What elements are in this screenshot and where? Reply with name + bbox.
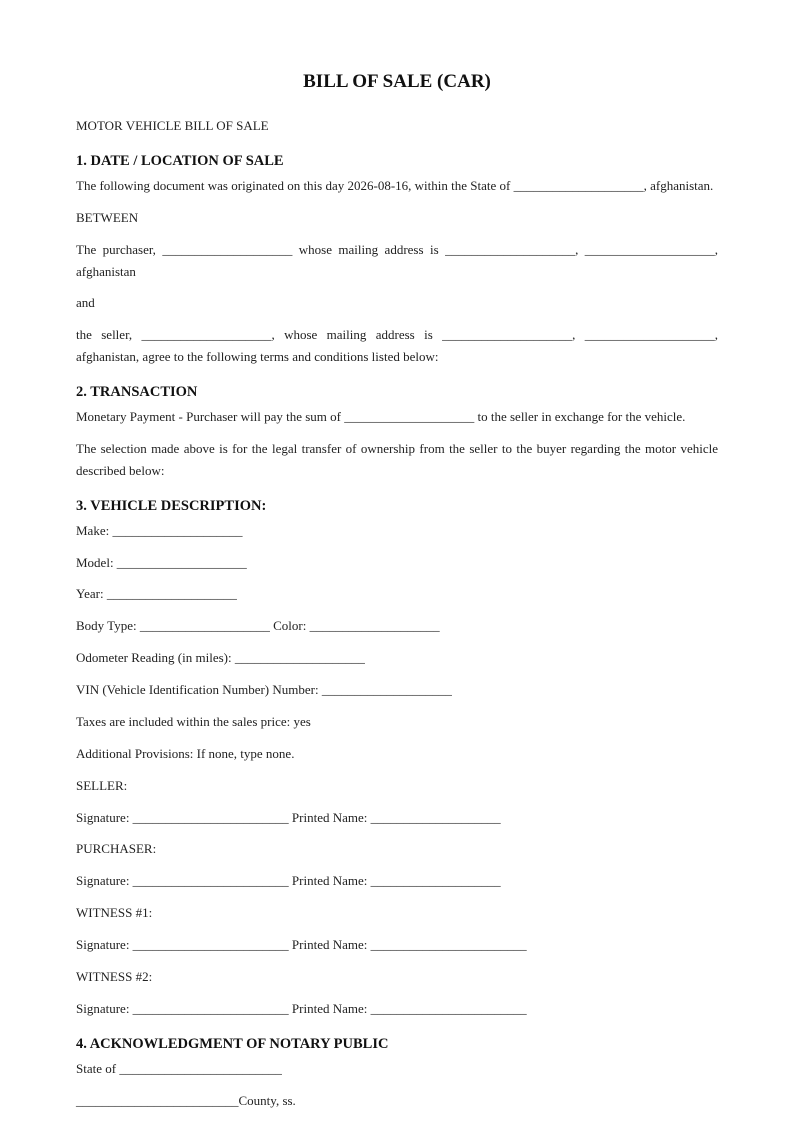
- model-field: Model: ____________________: [76, 555, 247, 570]
- seller-label: SELLER:: [76, 778, 128, 793]
- purchaser-paragraph: The purchaser, ____________________ whose mailing address is ____________________, ____________________, afghanistan: [76, 242, 718, 279]
- odometer-field: Odometer Reading (in miles): ____________________: [76, 650, 365, 665]
- and-label: and: [76, 295, 95, 310]
- section-heading-date-location: 1. DATE / LOCATION OF SALE: [76, 153, 284, 169]
- witness2-signature-line: Signature: ________________________ Printed Name: ________________________: [76, 1001, 527, 1016]
- taxes-statement: Taxes are included within the sales price: yes: [76, 714, 311, 729]
- purchaser-signature-line: Signature: ________________________ Printed Name: ____________________: [76, 873, 501, 888]
- document-subtitle: MOTOR VEHICLE BILL OF SALE: [76, 118, 269, 133]
- notary-state-field: State of _________________________: [76, 1061, 282, 1076]
- additional-provisions: Additional Provisions: If none, type none.: [76, 746, 295, 761]
- document-title: BILL OF SALE (CAR): [303, 71, 491, 92]
- section-heading-transaction: 2. TRANSACTION: [76, 384, 198, 400]
- body-type-color-field: Body Type: ____________________ Color: ____________________: [76, 618, 440, 633]
- section-heading-notary: 4. ACKNOWLEDGMENT OF NOTARY PUBLIC: [76, 1036, 389, 1052]
- notary-county-field: _________________________County, ss.: [76, 1093, 296, 1108]
- witness1-signature-line: Signature: ________________________ Printed Name: ________________________: [76, 937, 527, 952]
- section-heading-vehicle-description: 3. VEHICLE DESCRIPTION:: [76, 498, 267, 514]
- between-label: BETWEEN: [76, 210, 139, 225]
- year-field: Year: ____________________: [76, 586, 237, 601]
- selection-paragraph: The selection made above is for the legal transfer of ownership from the seller to the buyer regarding the motor vehicle described below:: [76, 441, 718, 478]
- seller-signature-line: Signature: ________________________ Printed Name: ____________________: [76, 810, 501, 825]
- make-field: Make: ____________________: [76, 523, 243, 538]
- seller-paragraph: the seller, ____________________, whose mailing address is ____________________, ____________________, afghanistan, agree to the following terms and conditions listed below:: [76, 327, 718, 364]
- payment-paragraph: Monetary Payment - Purchaser will pay the sum of ____________________ to the seller in exchange for the vehicle.: [76, 409, 686, 424]
- purchaser-label: PURCHASER:: [76, 841, 157, 856]
- date-location-paragraph: The following document was originated on this day 2026-08-16, within the State of ____________________, afghanistan.: [76, 178, 714, 193]
- witness2-label: WITNESS #2:: [76, 969, 153, 984]
- vin-field: VIN (Vehicle Identification Number) Number: ____________________: [76, 682, 452, 697]
- witness1-label: WITNESS #1:: [76, 905, 153, 920]
